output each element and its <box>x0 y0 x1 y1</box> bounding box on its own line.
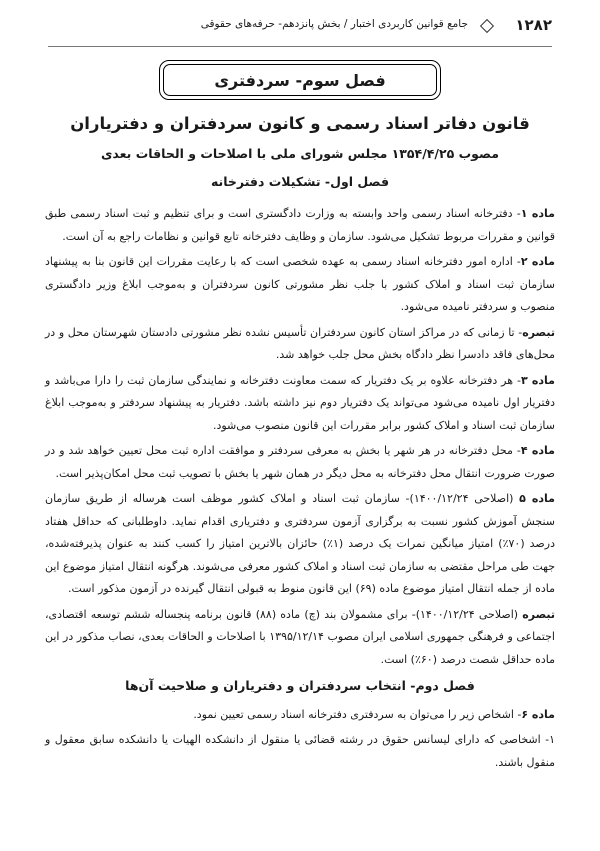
article-label: ماده ۵ <box>519 492 555 505</box>
article-label: ماده ۲ <box>520 255 555 268</box>
article-paragraph <box>45 322 555 367</box>
article-paragraph <box>45 488 555 601</box>
article-paragraph <box>45 440 555 485</box>
article-text: - محل دفترخانه در هر شهر یا بخش به معرفی سردفتر و موافقت اداره ثبت محل تعیین خواهد شد و در صورت ضرورت انتقال محل دفترخانه به محل دیگر در همان شهر یا بخش با تصویب ثبت محل امکان‌پذیر است. <box>45 444 555 480</box>
article-label: ماده ۱ <box>520 207 555 220</box>
article-text: (اصلاحی ۱۴۰۰/۱۲/۲۴)- سازمان ثبت اسناد و املاک کشور موظف است هرساله از طریق سازمان سنجش آموزش کشور نسبت به برگزاری آزمون سردفتری و دفتریاری اقدام نماید. داوطلبانی که حداقل هفتاد درصد (۷۰٪) امتیاز میانگین نمرات یک درصد (۱٪) حائزان بالاترین امتیاز را کسب کنند به عنوان پذیرفته‌شده، جهت طی مراحل مقتضی به سازمان ثبت اسناد و املاک کشور معرفی می‌شوند. هرگونه انتقال امتیاز موضوع این ماده از جمله انتقال امتیاز موضوع ماده (۶۹) این قانون منوط به قبولی انتقال گیرنده در آزمون مذکور است. <box>45 492 555 595</box>
section-heading: فصل اول- تشکیلات دفترخانه <box>210 174 390 189</box>
article-label: ماده ۳ <box>520 373 555 387</box>
running-title: جامع قوانین کاربردی اختبار / بخش پانزدهم- حرفه‌های حقوقی <box>200 18 468 30</box>
article-text: ۱- اشخاصی که دارای لیسانس حقوق در رشته قضائی یا منقول از دانشکده الهیات یا دانشکده سابق معقول و منقول باشند. <box>45 733 555 769</box>
article-text: - دفترخانه اسناد رسمی واحد وابسته به وزارت دادگستری است و برای تنظیم و ثبت اسناد رسمی طبق قوانین و مقررات مربوط تشکیل می‌شود. سازمان و وظایف دفترخانه تابع قوانین و نظامات راجع به آن است. <box>45 207 555 243</box>
running-header <box>48 14 552 38</box>
chapter-title: فصل سوم- سردفتری <box>163 64 437 96</box>
article-text: - اشخاص زیر را می‌توان به سردفتری دفترخانه اسناد رسمی تعیین نمود. <box>193 707 522 721</box>
page-number: ۱۲۸۲ <box>515 16 552 34</box>
law-subtitle: مصوب ۱۳۵۴/۴/۲۵ مجلس شورای ملی با اصلاحات و الحاقات بعدی <box>100 146 500 161</box>
article-text: (اصلاحی ۱۴۰۰/۱۲/۲۴)- برای مشمولان بند (چ) ماده (۸۸) قانون برنامه پنجساله ششم توسعه اقتصادی، اجتماعی و فرهنگی جمهوری اسلامی ایران مصوب ۱۳۹۵/۱۲/۱۴ با اصلاحات و الحاقات بعدی، نصاب مذکور در این ماده حداقل شصت درصد (۶۰٪) است. <box>45 607 555 666</box>
body-text <box>45 203 555 777</box>
article-text: - هر دفترخانه علاوه بر یک دفتریار که سمت معاونت دفترخانه و نمایندگی سازمان ثبت را دارا می‌باشد و دفتریار اول نامیده می‌شود می‌تواند یک دفتریار دوم نیز داشته باشد. دفتریار به پیشنهاد سردفتر و به‌موجب ابلاغ سازمان ثبت اسناد و املاک کشور برابر مقررات این قانون منصوب می‌شود. <box>45 373 555 432</box>
header-rule <box>48 46 552 47</box>
article-label: ماده ۶ <box>521 707 555 721</box>
article-label: ماده ۴ <box>520 444 555 457</box>
article-paragraph <box>45 729 555 774</box>
article-paragraph <box>45 370 555 438</box>
chapter-title-box <box>159 60 441 100</box>
article-label: تبصره <box>522 325 555 339</box>
article-paragraph <box>45 604 555 672</box>
article-paragraph <box>45 203 555 248</box>
article-paragraph <box>45 251 555 319</box>
law-title: قانون دفاتر اسناد رسمی و کانون سردفتران و دفتریاران <box>70 114 530 133</box>
section-heading: فصل دوم- انتخاب سردفتران و دفتریاران و صلاحیت آن‌ها <box>125 678 475 693</box>
diamond-ornament-icon <box>480 19 494 33</box>
article-label: تبصره <box>522 607 556 621</box>
article-paragraph <box>45 704 555 727</box>
article-text: - اداره امور دفترخانه اسناد رسمی به عهده شخصی است که با رعایت مقررات این قانون بنا به پیشنهاد سازمان ثبت اسناد و املاک کشور با جلب نظر مشورتی کانون سردفتران و به‌موجب ابلاغ وزیر دادگستری منصوب و سردفتر نامیده می‌شود. <box>45 255 555 313</box>
article-text: - تا زمانی که در مراکز استان کانون سردفتران تأسیس نشده نظر مشورتی دادستان شهرستان محل و در محل‌های فاقد دادسرا نظر دادگاه بخش محل جلب خواهد شد. <box>45 325 555 361</box>
